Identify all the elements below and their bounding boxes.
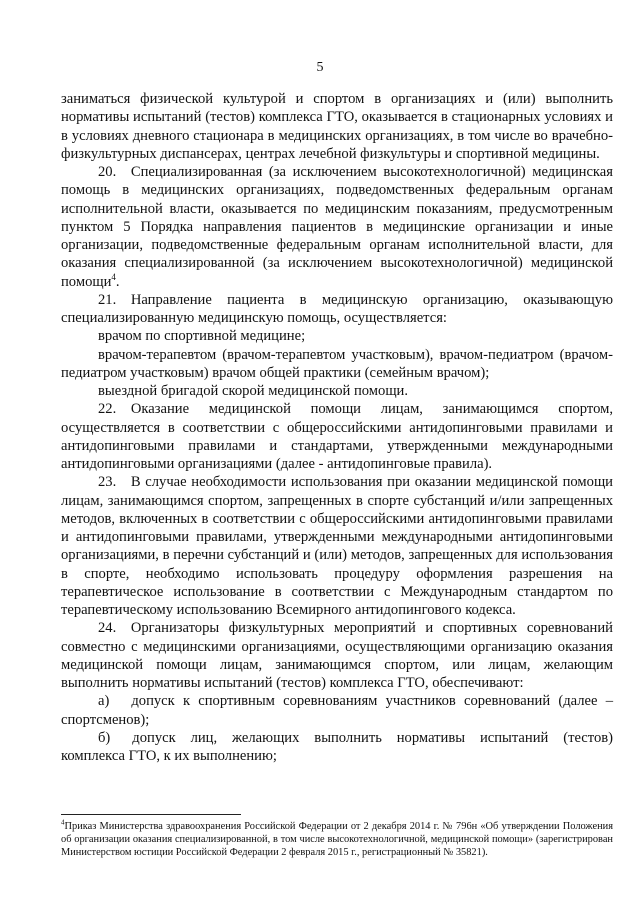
paragraph-continuation: заниматься физической культурой и спортом в организациях и (или) выполнить нормативы испытаний (тестов) комплекса ГТО, оказывается в стационарных условиях и в условиях дневного стационара в медицинских организациях, в том числе во врачебно-физкультурных диспансерах, центрах лечебной физкультуры и спортивной медицины. <box>61 91 613 162</box>
paragraph-20-tail: . <box>115 273 120 290</box>
paragraph-23: 23. В случае необходимости использования при оказании медицинской помощи лицам, занимающимся спортом, запрещенных в спорте субстанций и/или запрещенных методов, включенных в соответствии с общероссийскими антидопинговыми правилами и антидопинговыми правилами, утвержденными международными антидопинговыми организациями, в перечни субстанций и (или) методов, запрещенных для использования в спорте, необходимо использовать процедуру оформления разрешения на терапевтическое использование в соответствии с Международным стандартом по терапевтическому использованию Всемирного антидопингового кодекса. <box>61 474 613 618</box>
paragraph-24: 24. Организаторы физкультурных мероприятий и спортивных соревнований совместно с медицинскими организациями, осуществляющими организацию оказания медицинской помощи лицам, занимающимся спортом, или лицам, желающим выполнить нормативы испытаний (тестов) комплекса ГТО, обеспечивают: <box>61 620 613 691</box>
list-item-a-text: допуск к спортивным соревнованиям участников соревнований (далее – спортсменов); <box>61 693 613 728</box>
footnote-number: 4 <box>61 818 65 827</box>
page-number: 5 <box>316 60 324 75</box>
footnote-separator <box>61 814 241 815</box>
list-item-b <box>61 729 613 766</box>
footnote <box>61 820 613 860</box>
list-item-a <box>61 692 613 729</box>
footnote-ref-4[interactable]: 4 <box>111 271 116 282</box>
paragraph-21: 21. Направление пациента в медицинскую организацию, оказывающую специализированную медицинскую помощь, осуществляется: <box>61 291 613 326</box>
paragraph-20 <box>61 163 613 291</box>
paragraph-21-option-sports-doctor: врачом по спортивной медицине; <box>98 328 306 345</box>
footnote-text: Приказ Министерства здравоохранения Российской Федерации от 2 декабря 2014 г. № 796н «Об утверждении Положения об организации оказания специализированной, в том числе высокотехнологичной, медицинской помощи» (зарегистрирован Министерством юстиции Российской Федерации 2 февраля 2015 г., регистрационный № 35821). <box>61 821 613 859</box>
list-item-a-marker: а) <box>98 693 110 710</box>
paragraph-22: 22. Оказание медицинской помощи лицам, занимающимся спортом, осуществляется в соответствии с общероссийскими антидопинговыми правилами и антидопинговыми правилами и стандартами, утвержденными международными антидопинговыми организациями (далее - антидопинговые правила). <box>61 401 613 472</box>
document-body <box>61 90 613 765</box>
paragraph-21-option-ambulance: выездной бригадой скорой медицинской помощи. <box>98 383 409 399</box>
paragraph-21-option-therapist: врачом-терапевтом (врачом-терапевтом участковым), врачом-педиатром (врачом-педиатром участковым) врачом общей практики (семейным врачом); <box>61 346 613 381</box>
list-item-b-text: допуск лиц, желающих выполнить нормативы испытаний (тестов) комплекса ГТО, к их выполнению; <box>61 729 613 764</box>
paragraph-20-text: 20. Специализированная (за исключением высокотехнологичной) медицинская помощь в медицинских организациях, подведомственных федеральным органам исполнительной власти, оказывается по медицинским показаниям, предусмотренным пунктом 5 Порядка направления пациентов в медицинские организации и иные организации, подведомственные федеральным органам исполнительной власти, для оказания специализированной (за исключением высокотехнологичной) медицинской помощи <box>61 164 613 290</box>
list-item-b-marker: б) <box>98 729 111 746</box>
